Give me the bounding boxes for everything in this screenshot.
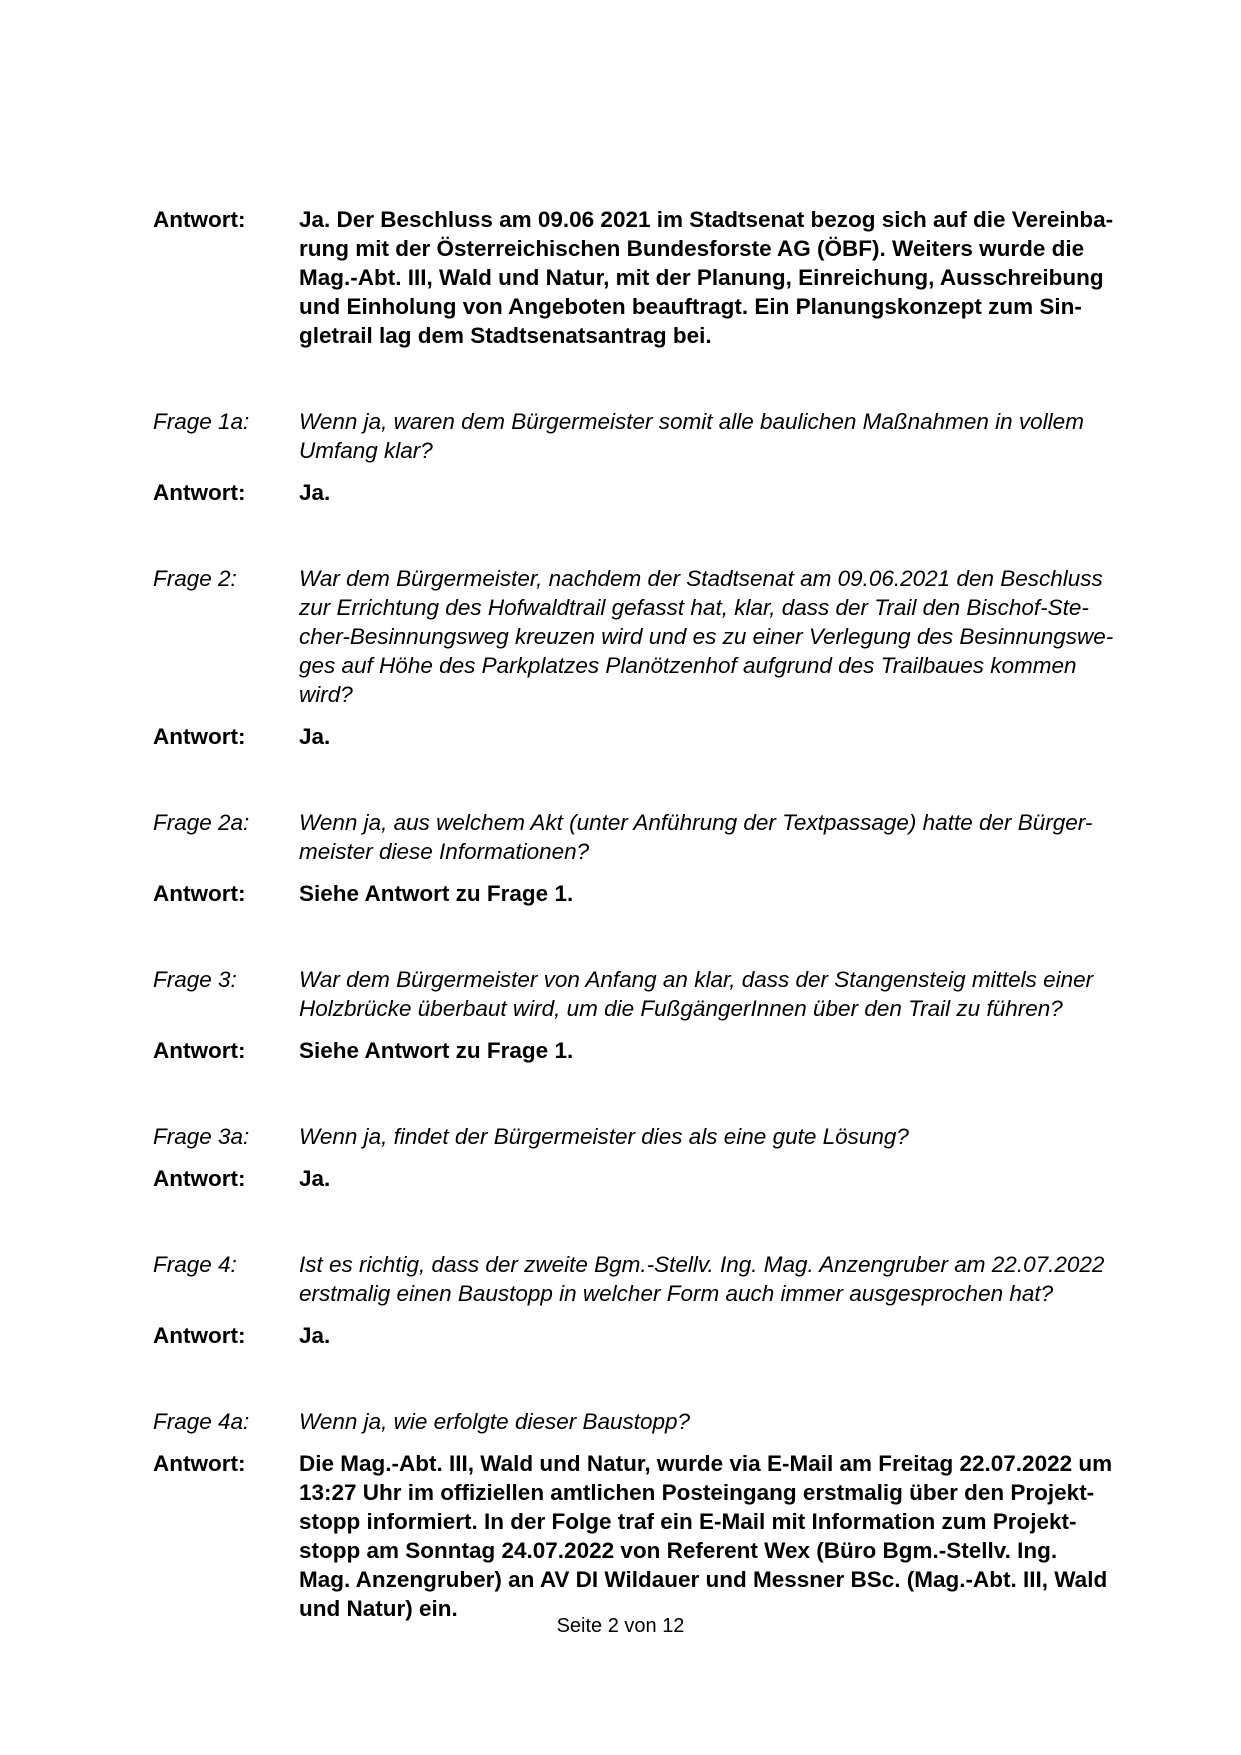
answer-text (299, 478, 1133, 507)
answer-entry (153, 722, 1133, 751)
text-line: stopp informiert. In der Folge traf ein E-Mail mit Information zum Projekt- (299, 1509, 1077, 1534)
answer-text (299, 1321, 1133, 1350)
text-line: Wenn ja, waren dem Bürgermeister somit alle baulichen Maßnahmen in vollem (299, 409, 1084, 434)
answer-entry (153, 205, 1133, 350)
entry-spacer (153, 350, 1133, 407)
text-line: ges auf Höhe des Parkplatzes Planötzenhof aufgrund des Trailbaues kommen (299, 653, 1077, 678)
question-label: Frage 1a: (153, 409, 250, 434)
answer-label: Antwort: (153, 881, 246, 906)
question-label: Frage 4a: (153, 1409, 250, 1434)
question-label: Frage 3a: (153, 1124, 250, 1149)
text-line: und Einholung von Angeboten beauftragt. Ein Planungskonzept zum Sin- (299, 294, 1082, 319)
question-text (299, 1250, 1133, 1308)
entry-spacer (153, 1065, 1133, 1122)
answer-entry (153, 1321, 1133, 1350)
entry-spacer (153, 507, 1133, 564)
answer-entry (153, 1449, 1133, 1623)
answer-text (299, 1449, 1133, 1623)
text-line: rung mit der Österreichischen Bundesforste AG (ÖBF). Weiters wurde die (299, 236, 1085, 261)
text-line: gletrail lag dem Stadtsenatsantrag bei. (299, 323, 712, 348)
document-body (153, 205, 1133, 1623)
answer-text (299, 1036, 1133, 1065)
question-text (299, 564, 1133, 709)
text-line: zur Errichtung des Hofwaldtrail gefasst hat, klar, dass der Trail den Bischof-Ste- (299, 595, 1089, 620)
text-line: stopp am Sonntag 24.07.2022 von Referent Wex (Büro Bgm.-Stellv. Ing. (299, 1538, 1058, 1563)
answer-entry (153, 478, 1133, 507)
entry-spacer (153, 1436, 1133, 1449)
question-entry (153, 1250, 1133, 1308)
question-entry (153, 1407, 1133, 1436)
text-line: Holzbrücke überbaut wird, um die FußgängerInnen über den Trail zu führen? (299, 996, 1063, 1021)
entry-spacer (153, 1308, 1133, 1321)
text-line: Siehe Antwort zu Frage 1. (299, 1038, 574, 1063)
text-line: meister diese Informationen? (299, 839, 590, 864)
answer-label: Antwort: (153, 1038, 246, 1063)
entry-spacer (153, 908, 1133, 965)
answer-label: Antwort: (153, 1166, 246, 1191)
question-label: Frage 3: (153, 967, 237, 992)
question-entry (153, 965, 1133, 1023)
question-entry (153, 407, 1133, 465)
text-line: War dem Bürgermeister von Anfang an klar, dass der Stangensteig mittels einer (299, 967, 1094, 992)
text-line: Mag.-Abt. III, Wald und Natur, mit der Planung, Einreichung, Ausschreibung (299, 265, 1104, 290)
answer-label: Antwort: (153, 1451, 246, 1476)
entry-spacer (153, 709, 1133, 722)
text-line: Wenn ja, findet der Bürgermeister dies als eine gute Lösung? (299, 1124, 909, 1149)
question-text (299, 808, 1133, 866)
answer-label: Antwort: (153, 1323, 246, 1348)
question-entry (153, 808, 1133, 866)
text-line: Wenn ja, aus welchem Akt (unter Anführung der Textpassage) hatte der Bürger- (299, 810, 1093, 835)
answer-text (299, 205, 1133, 350)
answer-text (299, 879, 1133, 908)
question-entry (153, 564, 1133, 709)
question-text (299, 1407, 1133, 1436)
answer-entry (153, 1036, 1133, 1065)
question-text (299, 407, 1133, 465)
question-label: Frage 2a: (153, 810, 250, 835)
answer-text (299, 1164, 1133, 1193)
answer-text (299, 722, 1133, 751)
text-line: War dem Bürgermeister, nachdem der Stadtsenat am 09.06.2021 den Beschluss (299, 566, 1103, 591)
text-line: Wenn ja, wie erfolgte dieser Baustopp? (299, 1409, 691, 1434)
question-label: Frage 2: (153, 566, 237, 591)
text-line: Ja. (299, 480, 331, 505)
text-line: Umfang klar? (299, 438, 433, 463)
text-line: Die Mag.-Abt. III, Wald und Natur, wurde via E-Mail am Freitag 22.07.2022 um (299, 1451, 1113, 1476)
text-line: Siehe Antwort zu Frage 1. (299, 881, 574, 906)
text-line: 13:27 Uhr im offiziellen amtlichen Posteingang erstmalig über den Projekt- (299, 1480, 1095, 1505)
page-footer: Seite 2 von 12 (556, 1615, 685, 1637)
entry-spacer (153, 465, 1133, 478)
entry-spacer (153, 1350, 1133, 1407)
text-line: Ja. (299, 724, 331, 749)
text-line: Mag. Anzengruber) an AV DI Wildauer und Messner BSc. (Mag.-Abt. III, Wald (299, 1567, 1108, 1592)
answer-entry (153, 879, 1133, 908)
text-line: Ja. (299, 1323, 331, 1348)
text-line: wird? (299, 682, 353, 707)
text-line: und Natur) ein. (299, 1596, 458, 1621)
entry-spacer (153, 751, 1133, 808)
question-text (299, 965, 1133, 1023)
text-line: cher-Besinnungsweg kreuzen wird und es zu einer Verlegung des Besinnungswe- (299, 624, 1114, 649)
question-label: Frage 4: (153, 1252, 237, 1277)
entry-spacer (153, 1151, 1133, 1164)
answer-entry (153, 1164, 1133, 1193)
entry-spacer (153, 1193, 1133, 1250)
entry-spacer (153, 866, 1133, 879)
text-line: Ja. (299, 1166, 331, 1191)
text-line: Ist es richtig, dass der zweite Bgm.-Stellv. Ing. Mag. Anzengruber am 22.07.2022 (299, 1252, 1105, 1277)
answer-label: Antwort: (153, 480, 246, 505)
question-text (299, 1122, 1133, 1151)
text-line: erstmalig einen Baustopp in welcher Form auch immer ausgesprochen hat? (299, 1281, 1054, 1306)
answer-label: Antwort: (153, 724, 246, 749)
text-line: Ja. Der Beschluss am 09.06 2021 im Stadtsenat bezog sich auf die Vereinba- (299, 207, 1114, 232)
entry-spacer (153, 1023, 1133, 1036)
answer-label: Antwort: (153, 207, 246, 232)
question-entry (153, 1122, 1133, 1151)
